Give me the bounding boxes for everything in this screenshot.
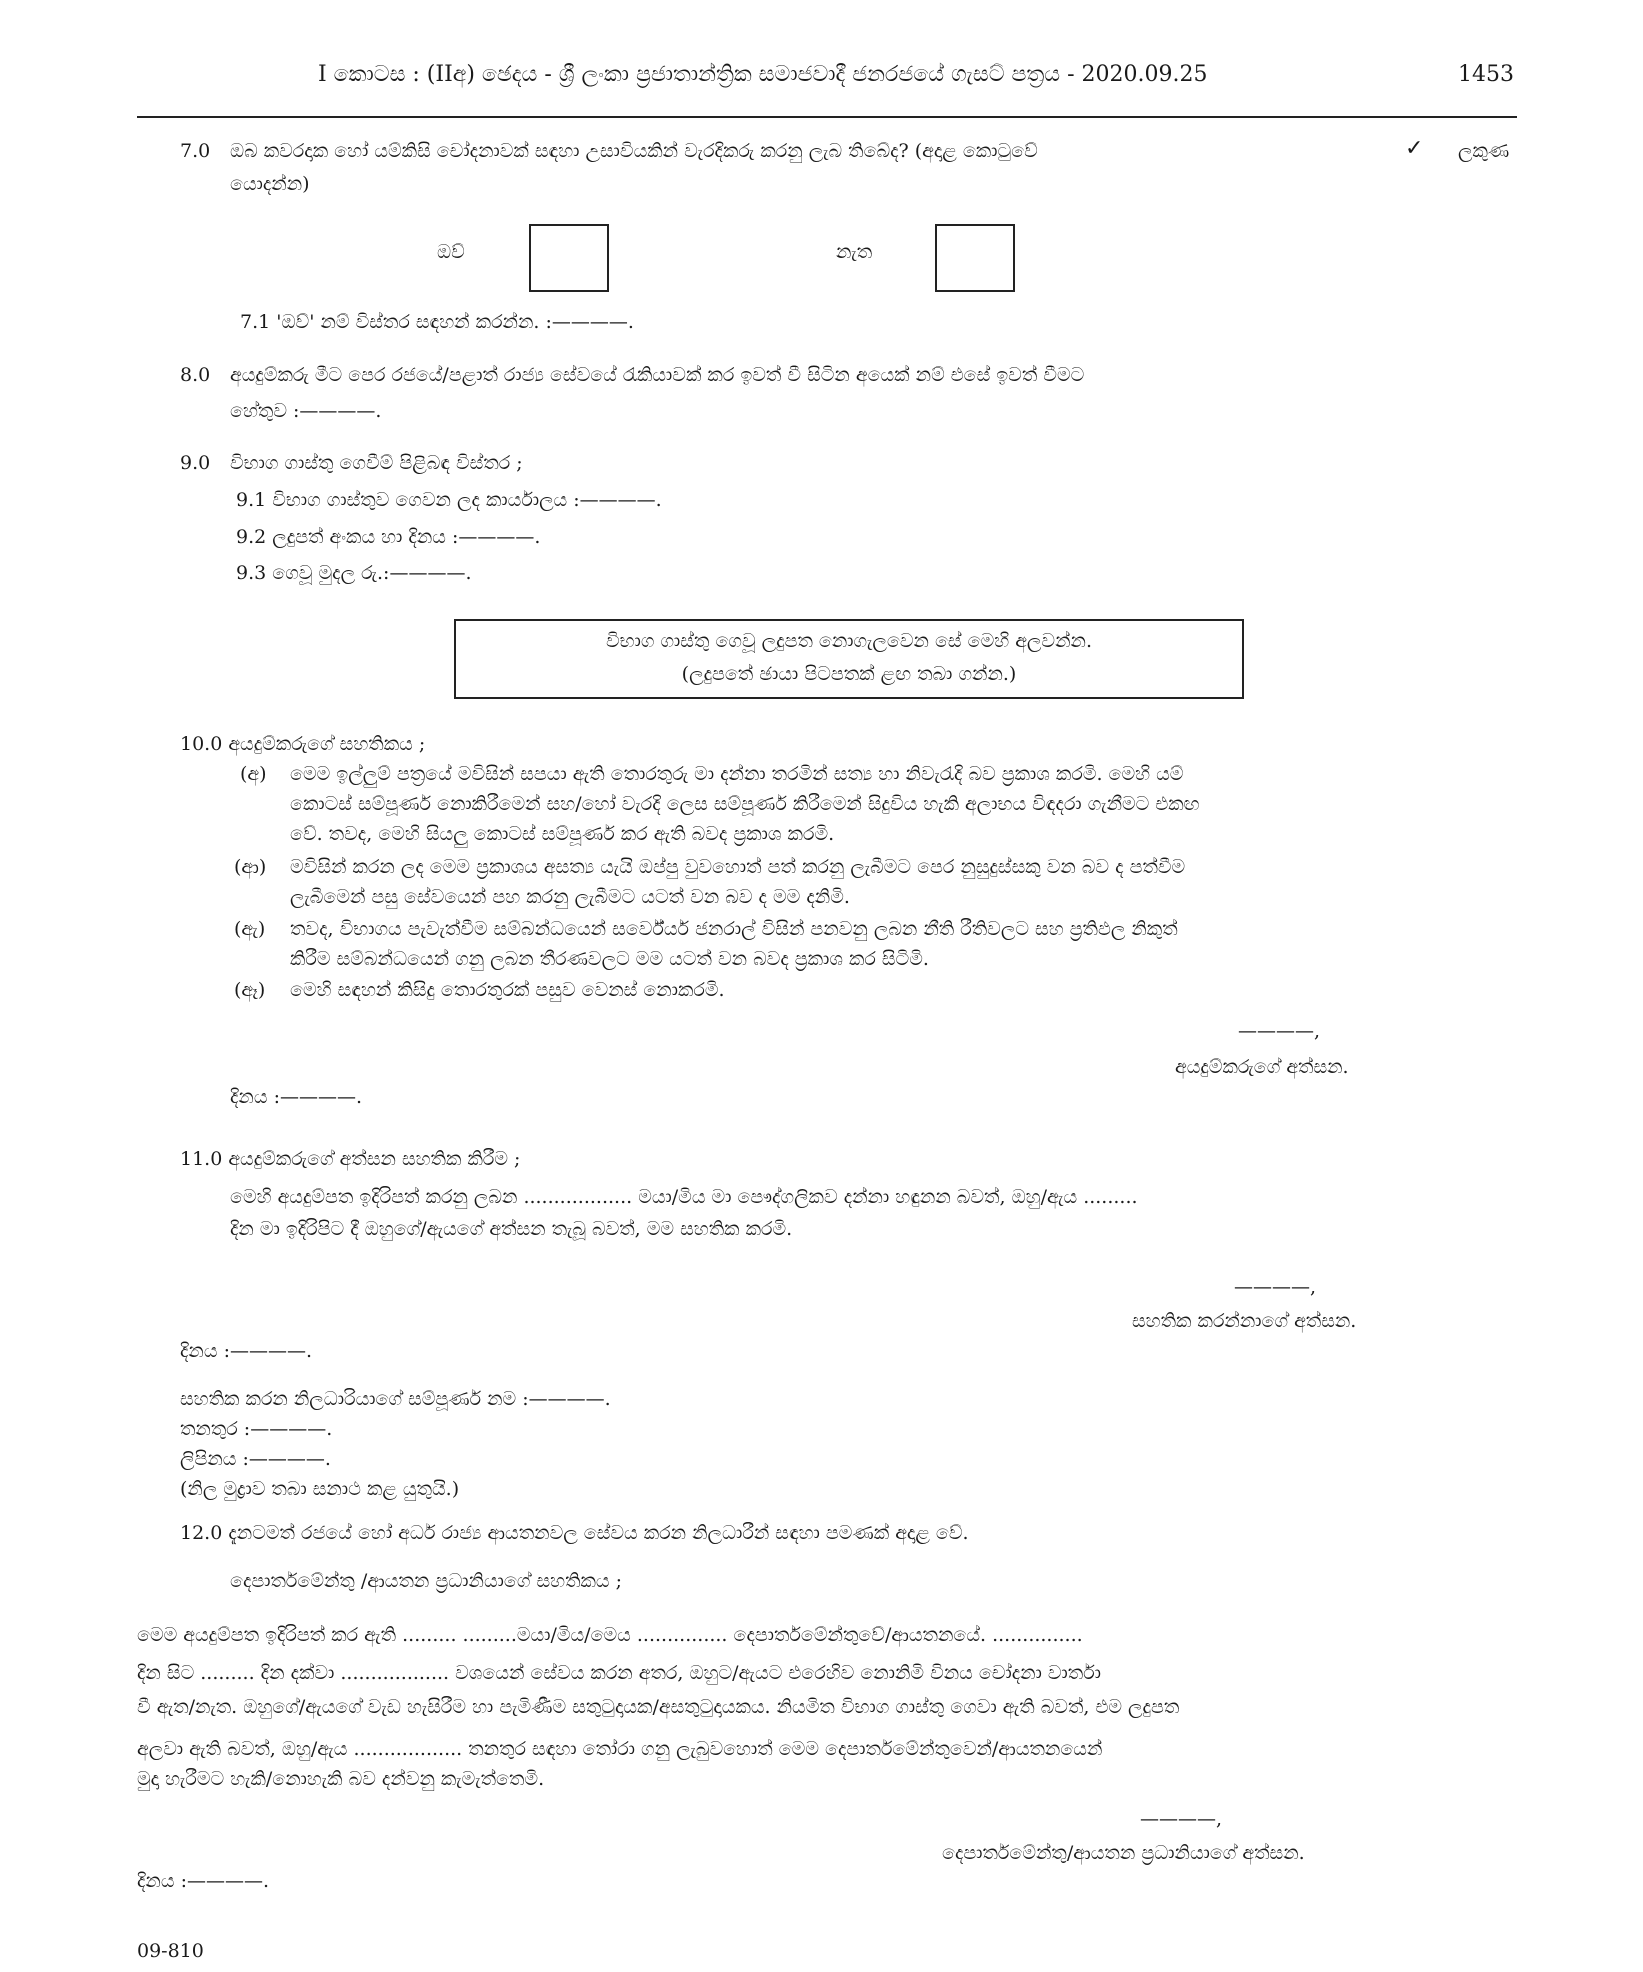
item-c-line1: තවද, විභාගය පැවැත්වීම සම්බන්ධයෙන් සර්වේයර් ජනරාල් විසින් පනවනු ලබන නීති රීතිවලට සහ ප්‍රතිඵල නිකුත්	[290, 918, 1178, 940]
section-9-title: විභාග ගාස්තු ගෙවීම් පිළිබඳ විස්තර ;	[230, 452, 523, 474]
receipt-paste-box	[454, 619, 1244, 699]
yes-label: ඔව්	[437, 241, 465, 263]
section-7-1-details: 7.1 'ඔව්' නම් විස්තර සඳහන් කරන්න. :————.	[240, 311, 634, 333]
certifying-officer-position: තනතුර :————.	[180, 1418, 333, 1440]
section-10-date: දිනය :————.	[230, 1086, 363, 1108]
section-9-2-receipt: 9.2 ලදුපත් අංකය හා දිනය :————.	[236, 526, 541, 548]
section-7-question-end: ලකුණ	[1458, 140, 1510, 162]
section-11-para-line1: මෙහි අයදුම්පත ඉදිරිපත් කරනු ලබන .................. මයා/මිය මා පෞද්ගලිකව දන්නා හඳුනන බවත්, ඔහු/ඇය .........	[230, 1186, 1138, 1208]
item-a-label: (අ)	[240, 763, 267, 785]
section-12-line1: මෙම අයදුම්පත ඉදිරිපත් කර ඇති ......... .........මයා/මිය/මෙය ............... දෙපාර්තමේන්තුවේ/ආයතනයේ. ...............	[137, 1624, 1083, 1646]
receipt-paste-instruction: විභාග ගාස්තු ගෙවූ ලදුපත නොගැලවෙන සේ මෙහි අලවන්න.	[605, 630, 1092, 652]
no-label: නැත	[836, 241, 873, 263]
applicant-signature-line: ————,	[1238, 1020, 1321, 1042]
certifying-officer-name: සහතික කරන නිලධාරියාගේ සම්පූර්ණ නම :————.	[180, 1388, 611, 1410]
no-checkbox[interactable]	[935, 224, 1015, 292]
certifying-officer-address: ලිපිනය :————.	[180, 1448, 331, 1470]
section-10-title: 10.0 අයදුම්කරුගේ සහතිකය ;	[180, 733, 426, 755]
head-signature-label: දෙපාර්තමේන්තු/ආයතන ප්‍රධානියාගේ අත්සන.	[942, 1842, 1305, 1864]
certifier-signature-line: ————,	[1234, 1276, 1317, 1298]
applicant-signature-label: අයදුම්කරුගේ අත්සන.	[1175, 1056, 1349, 1078]
item-b-line1: මවිසින් කරන ලද මෙම ප්‍රකාශය අසත්‍ය යැයි ඔප්පු වුවහොත් පත් කරනු ලැබීමට පෙර නුසුදුස්සකු වන බව ද පත්වීම	[290, 856, 1186, 878]
section-11-title: 11.0 අයදුම්කරුගේ අත්සන සහතික කිරීම ;	[180, 1148, 521, 1170]
section-7-question: ඔබ කවරදාක හෝ යම්කිසි චෝදනාවක් සඳහා උසාවියකින් වැරදිකරු කරනු ලැබ තිබේද? (අදාළ කොටුවේ	[230, 140, 1038, 162]
item-d-label: (ඈ)	[234, 979, 266, 1001]
section-11-para-line2: දින මා ඉදිරිපිට දී ඔහුගේ/ඇයගේ අත්සන තැබූ බවත්, මම සහතික කරමි.	[230, 1218, 793, 1240]
section-11-date: දිනය :————.	[180, 1340, 313, 1362]
section-12-date: දිනය :————.	[137, 1870, 270, 1892]
item-a-line3: වේ. තවද, මෙහි සියලු කොටස් සම්පූර්ණ කර ඇති බවද ප්‍රකාශ කරමි.	[290, 823, 835, 845]
item-d-line1: මෙහි සඳහන් කිසිදු තොරතුරක් පසුව වෙනස් නොකරමි.	[290, 979, 725, 1001]
item-a-line1: මෙම ඉල්ලුම් පත්‍රයේ මවිසින් සපයා ඇති තොරතුරු මා දන්නා තරමින් සත්‍ය හා නිවැරැදි බව ප්‍රකාශ කරමි. මෙහි යම්	[290, 763, 1184, 785]
section-9-1-office: 9.1 විභාග ගාස්තුව ගෙවන ලද කාර්යාලය :————.	[236, 489, 662, 511]
check-mark-icon: ✓	[1405, 136, 1424, 161]
section-9-3-amount: 9.3 ගෙවූ මුදල රු.:————.	[236, 562, 472, 584]
item-a-line2: කොටස් සම්පූර්ණ නොකිරීමෙන් සහ/හෝ වැරදි ලෙස සම්පූර්ණ කිරීමෙන් සිදුවිය හැකි අලාභය විඳදරා ගැනීමට එකඟ	[290, 793, 1200, 815]
section-12-subtitle: දෙපාර්තමේන්තු /ආයතන ප්‍රධානියාගේ සහතිකය ;	[230, 1570, 623, 1592]
header-rule	[137, 116, 1517, 118]
section-7-number: 7.0	[180, 140, 211, 162]
head-signature-line: ————,	[1140, 1808, 1223, 1830]
item-c-label: (ඇ)	[234, 918, 266, 940]
certifier-signature-label: සහතික කරන්නාගේ අත්සන.	[1132, 1310, 1357, 1332]
receipt-copy-note: (ලදුපතේ ඡායා පිටපතක් ළඟ තබා ගන්න.)	[681, 663, 1017, 685]
section-7-question-line2: යොදන්න)	[230, 173, 310, 195]
official-seal-note: (නිල මුද්‍රාව තබා සනාථ කළ යුතුයි.)	[180, 1478, 460, 1500]
item-b-line2: ලැබීමෙන් පසු සේවයෙන් පහ කරනු ලැබීමට යටත් වන බව ද මම දනිමි.	[290, 886, 850, 908]
document-code: 09-810	[137, 1940, 204, 1962]
section-12-line5: මුදා හැරීමට හැකි/නොහැකි බව දන්වනු කැමැත්තෙමි.	[137, 1768, 545, 1790]
section-12-line2: දින සිට ......... දින දක්වා .................. වශයෙන් සේවය කරන අතර, ඔහුට/ඇයට එරෙහිව නොනිමි විනය චෝදනා වාර්තා	[137, 1662, 1101, 1684]
section-12-line4: අලවා ඇති බවත්, ඔහු/ඇය .................. තනතුර සඳහා තෝරා ගනු ලැබුවහොත් මෙම දෙපාර්තමේන්තුවෙන්/ආයතනයෙන්	[137, 1738, 1103, 1760]
section-8-reason: හේතුව :————.	[230, 400, 382, 422]
section-8-number: 8.0	[180, 364, 211, 386]
section-9-number: 9.0	[180, 452, 211, 474]
section-12-line3: වී ඇත/නැත. ඔහුගේ/ඇයගේ වැඩ හැසිරීම හා පැමිණීම සතුටුදායක/අසතුටුදායකය. නියමිත විභාග ගාස්තු ගෙවා ඇති බවත්, එම ලදුපත	[137, 1696, 1180, 1718]
item-c-line2: කිරීම සම්බන්ධයෙන් ගනු ලබන තීරණවලට මම යටත් වන බවද ප්‍රකාශ කර සිටිමි.	[290, 948, 929, 970]
section-12-title: 12.0 දැනටමත් රජයේ හෝ අර්ධ රාජ්‍ය ආයතනවල සේවය කරන නිලධාරීන් සඳහා පමණක් අදාළ වේ.	[180, 1522, 969, 1544]
section-8-question: අයදුම්කරු මීට පෙර රජයේ/පළාත් රාජ්‍ය සේවයේ රැකියාවක් කර ඉවත් වී සිටින අයෙක් නම් එසේ ඉවත් වීමට	[230, 364, 1085, 386]
gazette-header-title: I කොටස : (IIඅ) ඡෙදය - ශ්‍රී ලංකා ප්‍රජාතාන්ත්‍රික සමාජවාදී ජනරජයේ ගැසට් පත්‍රය - 2020.09.25	[318, 62, 1208, 87]
item-b-label: (ආ)	[234, 856, 267, 878]
page-number: 1453	[1458, 62, 1514, 87]
yes-checkbox[interactable]	[529, 224, 609, 292]
